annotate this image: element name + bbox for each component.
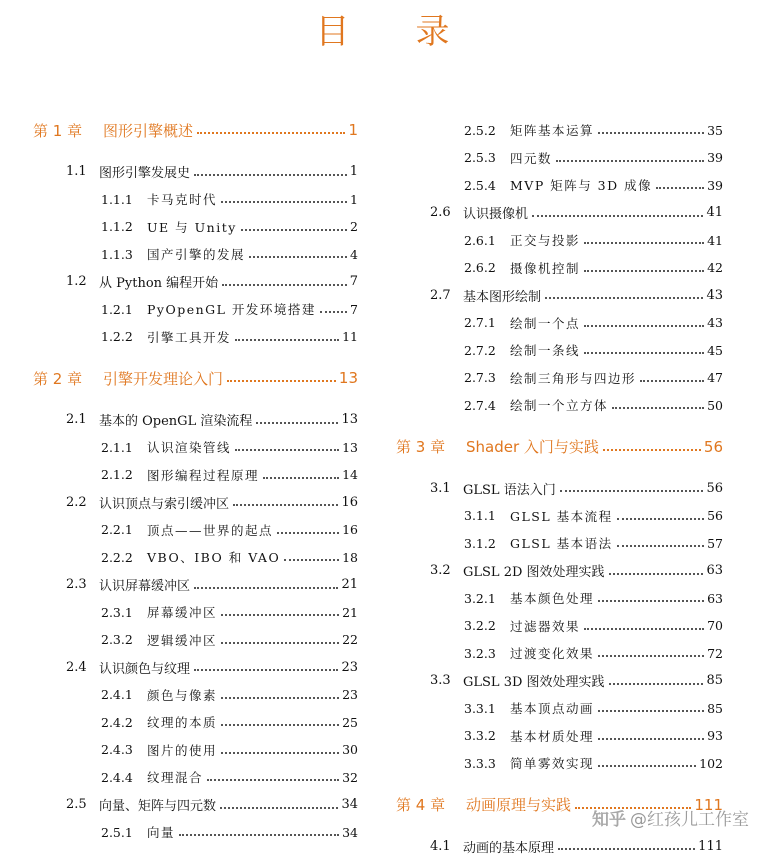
toc-number: 2.5.1 [101,824,133,840]
dot-leader [609,573,704,575]
toc-subsection-entry [101,820,358,844]
toc-page-number: 56 [706,480,723,496]
toc-heading: 绘制一条线 [510,343,581,358]
toc-subsection-entry [464,614,723,638]
toc-page-number: 39 [707,150,723,165]
toc-heading: 基本图形绘制 [463,289,542,305]
toc-page-number: 63 [707,590,723,606]
zhihu-logo: 知乎 [592,810,626,830]
toc-page-number: 43 [706,287,723,303]
toc-subsection-entry [101,600,358,624]
toc-section-entry [66,573,358,597]
toc-number: 3.1 [430,480,451,496]
dot-leader [598,738,704,740]
toc-page-number: 93 [707,728,723,743]
toc-heading: GLSL 基本流程 [510,508,613,524]
toc-page-number: 18 [342,549,358,565]
toc-heading: 引擎工具开发 [147,329,232,345]
toc-chapter-entry [396,435,723,459]
toc-subsection-entry [464,338,723,362]
toc-number: 2.2.1 [101,522,133,537]
toc-section-entry [66,655,358,679]
watermark [592,805,749,830]
toc-subsection-entry [464,641,723,665]
dot-leader [241,229,347,231]
toc-heading: 认识屏幕缓冲区 [99,579,191,594]
toc-page-number: 50 [707,397,723,413]
toc-page-number: 11 [342,329,358,344]
toc-number: 第 2 章 [33,369,83,388]
toc-section-entry [430,201,723,225]
dot-leader [640,380,704,382]
toc-subsection-entry [464,173,723,197]
toc-page-number: 1 [350,191,358,207]
toc-subsection-entry [101,463,358,487]
toc-page-number: 14 [342,467,358,482]
toc-heading: 国产引擎的发展 [147,247,246,262]
toc-number: 2.3 [66,577,87,592]
dot-leader [598,765,696,767]
toc-heading: 四元数 [510,150,553,166]
dot-leader [220,807,338,809]
toc-page-number: 16 [341,494,358,510]
toc-subsection-entry [464,118,723,142]
toc-number: 3.3.1 [464,700,496,716]
dot-leader [197,132,345,134]
toc-page-number: 34 [341,797,358,812]
toc-number: 1.2.1 [101,301,133,317]
toc-page-number: 21 [342,604,358,620]
toc-heading: 动画原理与实践 [466,796,572,814]
toc-page-number: 13 [342,439,358,455]
toc-subsection-entry [101,738,358,762]
toc-number: 2.7.1 [464,315,496,330]
toc-page-number: 22 [342,632,358,647]
toc-number: 2.7.4 [464,397,496,413]
dot-leader [656,187,704,189]
dot-leader [235,449,339,451]
toc-heading: 逻辑缓冲区 [147,632,218,648]
toc-section-entry [430,476,723,500]
toc-heading: 向量、矩阵与四元数 [99,799,217,814]
toc-heading: 顶点——世界的起点 [147,522,274,538]
toc-page-number: 30 [342,742,358,757]
toc-heading: 动画的基本原理 [463,840,555,856]
toc-heading: 卡马克时代 [147,192,218,207]
toc-number: 3.2.3 [464,645,496,661]
dot-leader [221,724,339,726]
toc-heading: 过滤器效果 [510,618,581,634]
toc-page-number: 32 [342,769,358,785]
toc-page-number: 41 [706,205,723,220]
toc-chapter-entry [33,366,358,390]
toc-heading: 基本颜色处理 [510,591,595,606]
toc-number: 2.5.2 [464,122,496,138]
toc-number: 2.6.2 [464,260,496,275]
toc-section-entry [66,793,358,817]
dot-leader [207,779,339,781]
toc-heading: 基本材质处理 [510,728,595,744]
dot-leader [284,559,339,561]
dot-leader [598,600,704,602]
toc-number: 2.4.3 [101,742,133,757]
toc-page-number: 25 [342,714,358,730]
toc-number: 2.6 [430,205,451,220]
toc-heading: 图形引擎发展史 [99,166,191,181]
toc-subsection-entry [464,311,723,335]
dot-leader [556,160,704,162]
toc-subsection-entry [464,751,723,775]
toc-page-number: 43 [707,315,723,330]
toc-number: 2.6.1 [464,232,496,248]
dot-leader [545,297,703,299]
dot-leader [598,655,704,657]
toc-number: 2.5.3 [464,150,496,165]
toc-number: 2.7 [430,287,451,303]
toc-subsection-entry [101,187,358,211]
dot-leader [584,325,704,327]
toc-heading: 颜色与像素 [147,687,218,703]
toc-section-entry [430,834,723,858]
dot-leader [609,683,704,685]
dot-leader [235,339,339,341]
toc-subsection-entry [464,724,723,748]
toc-subsection-entry [464,696,723,720]
dot-leader [227,380,336,382]
dot-leader [320,311,347,313]
toc-page-number: 47 [707,370,723,385]
toc-subsection-entry [464,366,723,390]
toc-subsection-entry [101,518,358,542]
toc-section-entry [66,490,358,514]
dot-leader [221,614,339,616]
dot-leader [584,352,704,354]
toc-heading: PyOpenGL 开发环境搭建 [147,302,316,317]
toc-page-number: 35 [707,122,723,138]
toc-page-number: 56 [707,508,723,523]
toc-page-number: 34 [342,824,358,840]
toc-heading: 正交与投影 [510,233,581,248]
toc-number: 1.1.3 [101,246,133,262]
toc-page-number: 63 [706,563,723,578]
toc-heading: GLSL 2D 图效处理实践 [463,565,605,580]
toc-heading: 纹理的本质 [147,715,218,730]
toc-heading: 认识顶点与索引缓冲区 [99,496,230,512]
toc-subsection-entry [101,765,358,789]
dot-leader [194,587,338,589]
toc-number: 2.3.2 [101,632,133,647]
toc-subsection-entry [101,297,358,321]
toc-heading: VBO、IBO 和 VAO [147,550,281,565]
toc-section-entry [66,160,358,184]
toc-heading: 图片的使用 [147,742,218,758]
toc-number: 2.1.2 [101,467,133,482]
toc-section-entry [430,669,723,693]
toc-page-number: 2 [350,219,358,234]
dot-leader [598,132,704,134]
dot-leader [256,422,338,424]
dot-leader [617,518,704,520]
toc-page-number: 70 [707,618,723,633]
dot-leader [221,642,339,644]
toc-number: 2.4.4 [101,769,133,785]
toc-heading: 简单雾效实现 [510,756,595,771]
toc-number: 4.1 [430,838,451,854]
toc-page-number: 41 [707,232,723,248]
toc-page-number: 21 [341,577,358,592]
toc-number: 2.4.2 [101,714,133,730]
toc-heading: GLSL 3D 图效处理实践 [463,675,605,690]
toc-heading: 认识摄像机 [463,207,529,222]
toc-heading: 图形编程过程原理 [147,467,260,483]
toc-heading: 图形引擎概述 [103,121,194,140]
toc-heading: 矩阵基本运算 [510,123,595,138]
toc-page-number: 23 [342,687,358,702]
toc-section-entry [430,559,723,583]
toc-chapter-entry [33,118,358,142]
toc-heading: 引擎开发理论入门 [103,369,224,388]
toc-number: 2.4 [66,659,87,675]
dot-leader [263,477,339,479]
toc-heading: 屏幕缓冲区 [147,605,218,620]
toc-subsection-entry [464,531,723,555]
toc-heading: 过渡变化效果 [510,646,595,661]
toc-page-number: 42 [707,260,723,275]
toc-page-number: 13 [341,412,358,427]
toc-number: 2.5.4 [464,177,496,193]
toc-heading: 绘制一个点 [510,315,581,331]
toc-number: 第 4 章 [396,796,446,814]
dot-leader [221,201,347,203]
toc-heading: 绘制三角形与四边形 [510,370,637,386]
toc-number: 1.2 [66,274,87,289]
toc-page-number: 16 [342,522,358,537]
toc-section-entry [66,270,358,294]
toc-heading: UE 与 Unity [147,219,237,235]
toc-number: 1.1.2 [101,219,133,234]
toc-subsection-entry [101,628,358,652]
toc-page-number: 39 [707,177,723,193]
toc-subsection-entry [101,242,358,266]
toc-subsection-entry [101,683,358,707]
toc-heading: GLSL 基本语法 [510,536,613,551]
toc-subsection-entry [101,710,358,734]
dot-leader [277,532,339,534]
toc-heading: 认识颜色与纹理 [99,661,191,677]
toc-page-number: 45 [707,342,723,358]
toc-subsection-entry [464,504,723,528]
toc-subsection-entry [101,435,358,459]
toc-number: 第 3 章 [396,438,446,456]
dot-leader [584,242,704,244]
dot-leader [233,504,338,506]
toc-number: 1.1 [66,164,87,179]
dot-leader [603,449,701,451]
dot-leader [249,256,347,258]
toc-subsection-entry [464,586,723,610]
dot-leader [584,628,704,630]
toc-page-number: 1 [349,164,358,179]
toc-number: 2.7.3 [464,370,496,385]
toc-page-number: 56 [703,437,723,456]
toc-number: 3.2.2 [464,618,496,633]
toc-title: 目录 [315,12,516,52]
toc-page-number: 1 [348,121,358,139]
toc-number: 2.7.2 [464,342,496,358]
dot-leader [558,848,695,850]
toc-number: 3.2 [430,563,451,578]
toc-subsection-entry [464,228,723,252]
toc-number: 3.1.2 [464,535,496,551]
dot-leader [221,752,339,754]
toc-page-number: 13 [338,369,358,387]
toc-number: 1.1.1 [101,191,133,207]
toc-subsection-entry [101,215,358,239]
toc-page-number: 111 [694,795,723,814]
toc-subsection-entry [464,393,723,417]
toc-number: 3.3.2 [464,728,496,743]
toc-heading: 绘制一个立方体 [510,398,609,413]
toc-page-number: 102 [699,755,723,771]
toc-page-number: 57 [707,535,723,551]
dot-leader [179,834,339,836]
toc-heading: MVP 矩阵与 3D 成像 [510,178,653,193]
toc-number: 2.2 [66,494,87,510]
toc-number: 3.3 [430,673,451,688]
toc-section-entry [430,283,723,307]
toc-number: 3.2.1 [464,590,496,606]
toc-number: 2.3.1 [101,604,133,620]
toc-heading: 基本的 OpenGL 渲染流程 [99,414,253,429]
toc-number: 1.2.2 [101,329,133,344]
dot-leader [598,710,704,712]
dot-leader [584,270,704,272]
dot-leader [194,174,347,176]
toc-heading: 基本顶点动画 [510,701,595,716]
toc-number: 第 1 章 [33,121,83,140]
toc-section-entry [66,408,358,432]
dot-leader [222,284,347,286]
toc-heading: 从 Python 编程开始 [99,276,219,291]
dot-leader [532,215,703,217]
toc-page-number: 4 [350,246,358,262]
toc-page-number: 72 [707,645,723,661]
toc-subsection-entry [464,146,723,170]
watermark-author: @红孩儿工作室 [630,810,749,830]
toc-heading: Shader 入门与实践 [466,438,599,456]
dot-leader [560,490,704,492]
toc-page-number: 111 [698,838,723,854]
toc-subsection-entry [101,325,358,349]
toc-heading: 纹理混合 [147,770,204,785]
toc-heading: 向量 [147,825,176,840]
dot-leader [617,545,704,547]
toc-heading: 认识渲染管线 [147,440,232,455]
toc-page-number: 23 [341,659,358,675]
toc-number: 2.2.2 [101,549,133,565]
toc-number: 2.5 [66,797,87,812]
toc-number: 2.4.1 [101,687,133,702]
toc-number: 2.1 [66,412,87,427]
toc-subsection-entry [101,545,358,569]
dot-leader [194,669,338,671]
toc-heading: GLSL 语法入门 [463,482,556,498]
toc-number: 3.1.1 [464,508,496,523]
toc-subsection-entry [464,256,723,280]
dot-leader [221,697,339,699]
toc-page-number: 85 [707,700,723,716]
toc-page-number: 85 [706,673,723,688]
toc-number: 3.3.3 [464,755,496,771]
toc-heading: 摄像机控制 [510,260,581,276]
toc-page-number: 7 [349,274,358,289]
toc-page-number: 7 [350,301,358,317]
toc-number: 2.1.1 [101,439,133,455]
dot-leader [612,407,704,409]
